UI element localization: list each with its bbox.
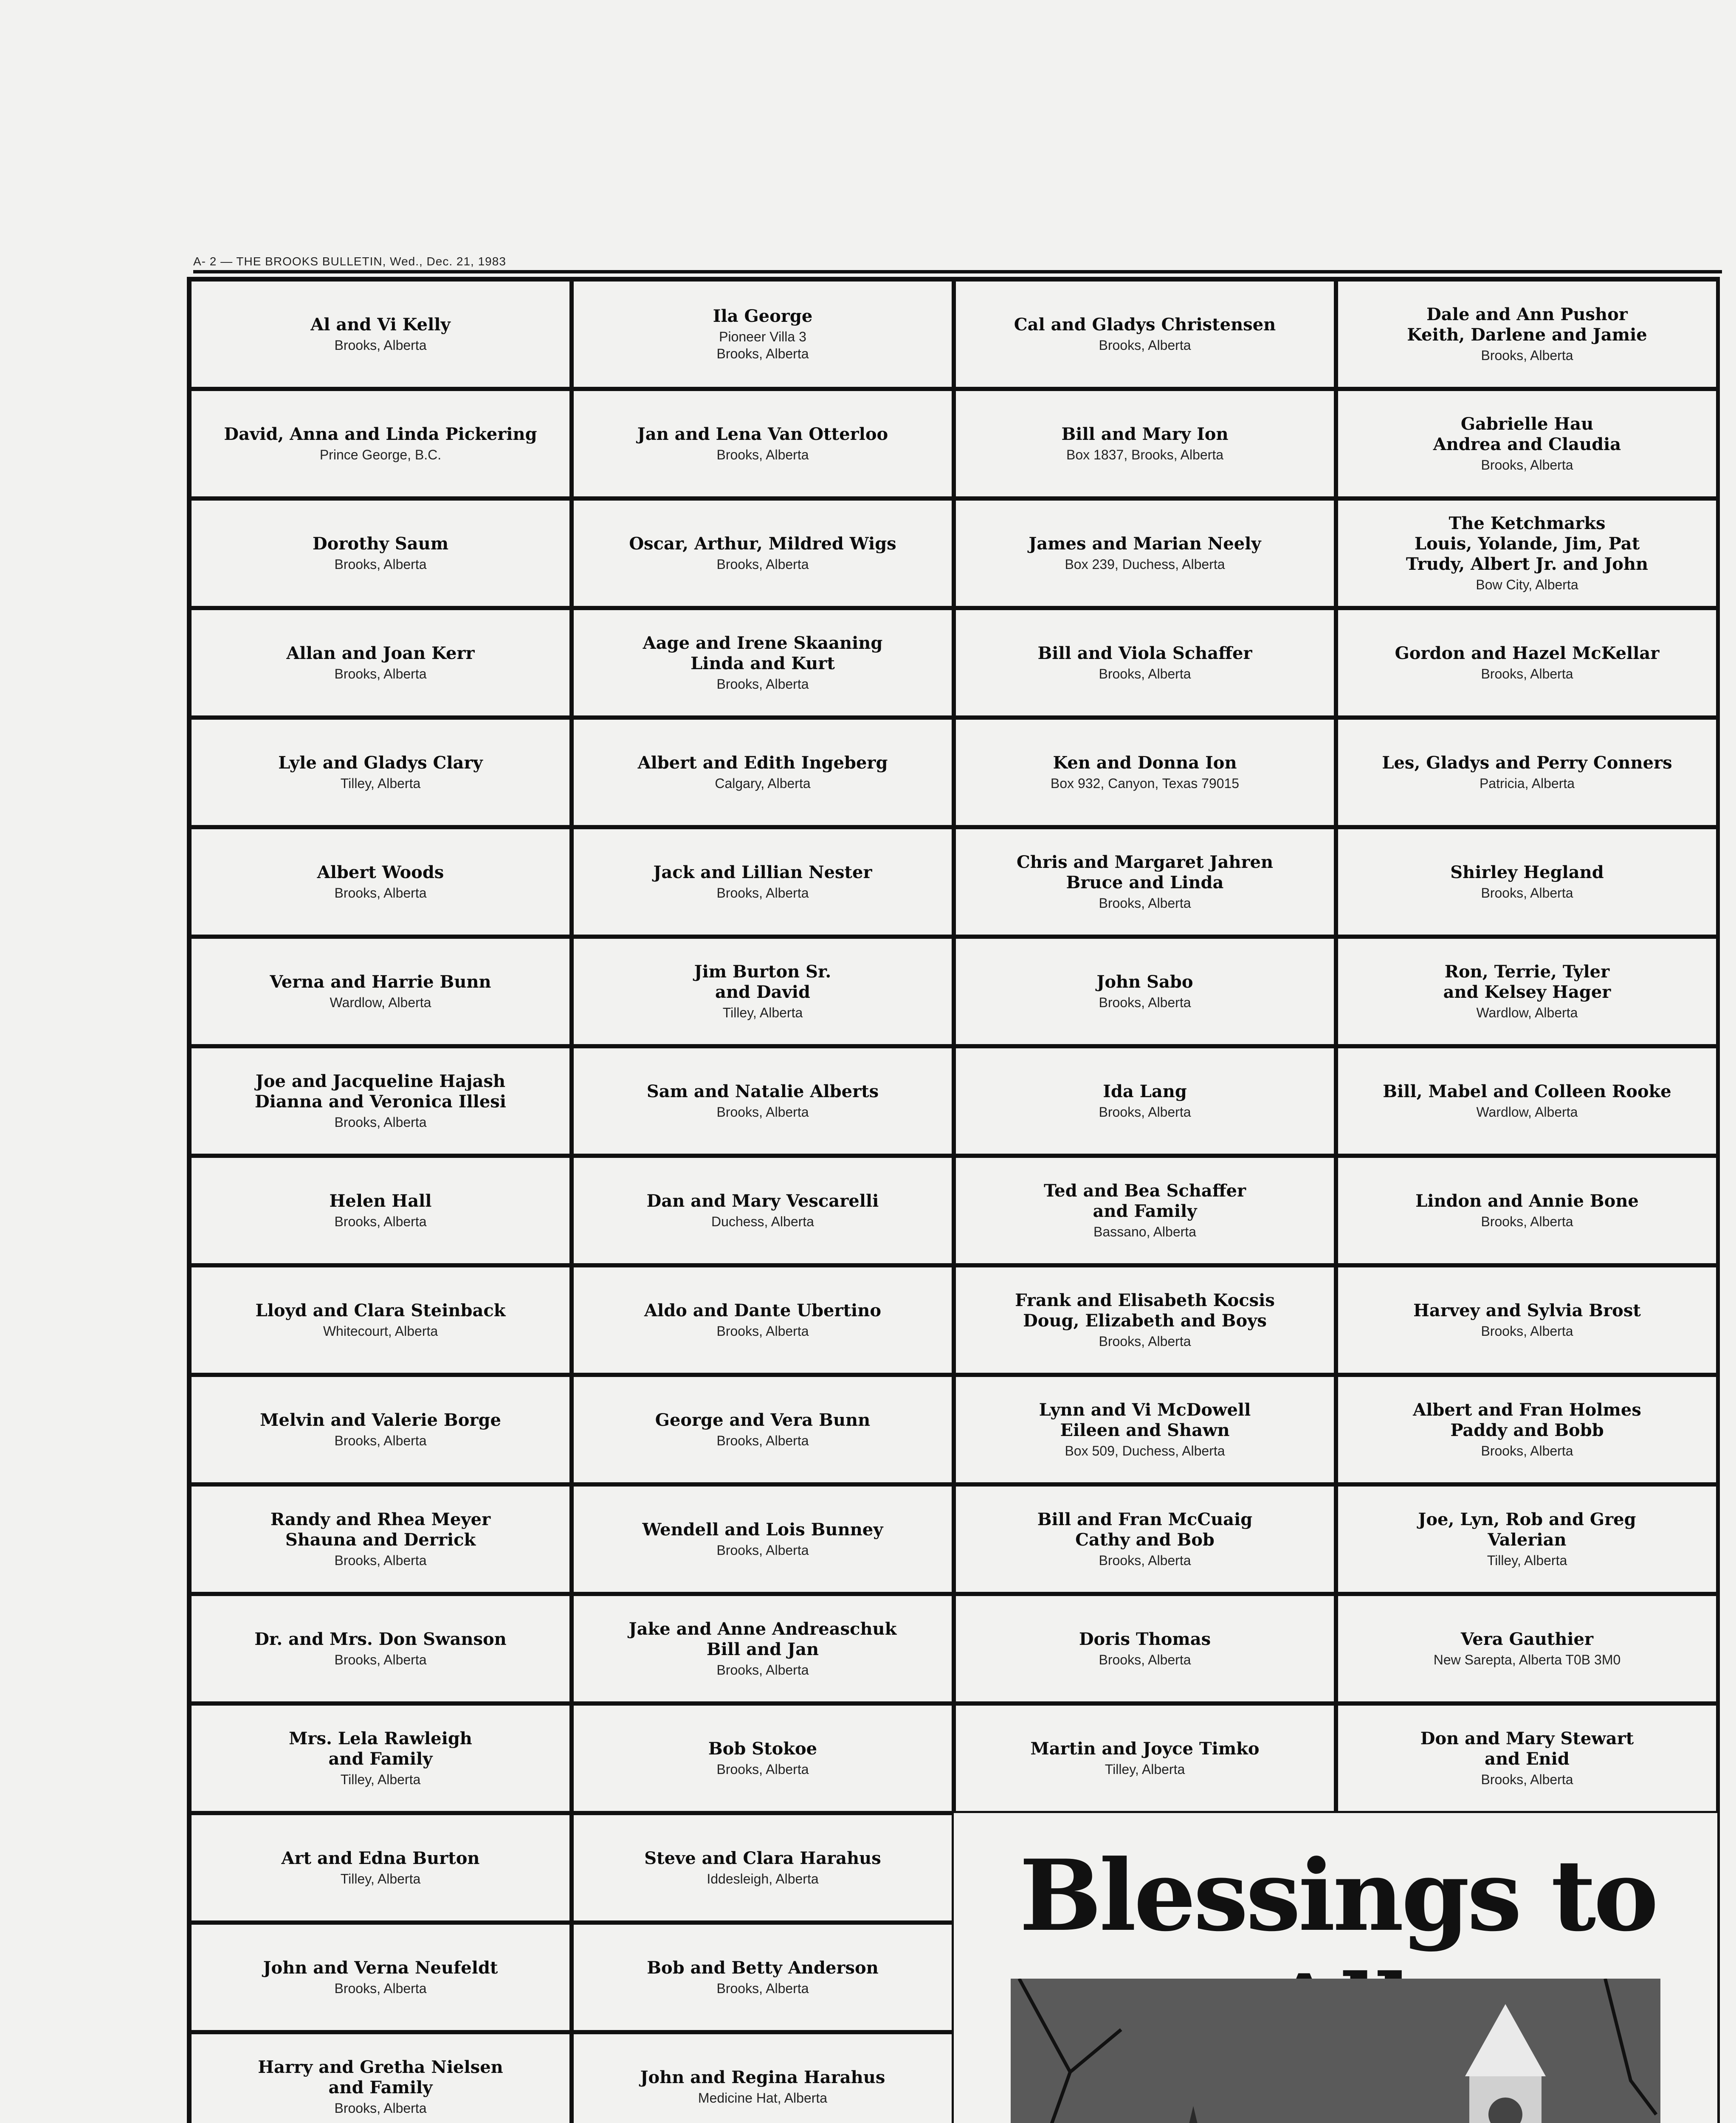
greeting-entry	[1336, 1703, 1718, 1813]
entry-names: Melvin and Valerie Borge	[260, 1410, 501, 1430]
entry-location: Brooks, Alberta	[716, 1104, 809, 1120]
entry-names: Albert and Fran Holmes Paddy and Bobb	[1413, 1400, 1641, 1440]
entry-names: Harry and Gretha Nielsen and Family	[258, 2057, 503, 2098]
entry-names: Dan and Mary Vescarelli	[646, 1191, 879, 1211]
entry-location: Pioneer Villa 3 Brooks, Alberta	[716, 329, 809, 361]
entry-names: George and Vera Bunn	[655, 1410, 871, 1430]
entry-location: Box 932, Canyon, Texas 79015	[1050, 776, 1240, 791]
greeting-entry	[1336, 827, 1718, 937]
entry-location: Tilley, Alberta	[340, 1871, 421, 1886]
greeting-entry	[572, 1046, 954, 1156]
greeting-entry	[572, 1813, 954, 1923]
entry-location: Brooks, Alberta	[1481, 1443, 1573, 1459]
greeting-entry	[189, 1594, 572, 1703]
entry-location: Brooks, Alberta	[334, 2100, 427, 2116]
greeting-entry	[189, 937, 572, 1046]
entry-names: Frank and Elisabeth Kocsis Doug, Elizabeth and Boys	[1015, 1290, 1275, 1331]
greeting-entry	[954, 937, 1336, 1046]
entry-names: Sam and Natalie Alberts	[646, 1081, 879, 1101]
greeting-entry	[1336, 937, 1718, 1046]
greeting-entry	[189, 2032, 572, 2123]
greeting-entry	[1336, 608, 1718, 718]
entry-names: Albert Woods	[317, 862, 444, 882]
entry-location: Brooks, Alberta	[716, 1433, 809, 1448]
greeting-entry	[954, 608, 1336, 718]
greeting-entry	[189, 1046, 572, 1156]
entry-location: Brooks, Alberta	[1481, 666, 1573, 681]
entry-names: Ida Lang	[1103, 1081, 1187, 1101]
greeting-entry	[572, 1594, 954, 1703]
greeting-entry	[1336, 1484, 1718, 1594]
entry-names: Mrs. Lela Rawleigh and Family	[289, 1729, 472, 1769]
greeting-entry	[189, 827, 572, 937]
entry-location: Patricia, Alberta	[1479, 776, 1575, 791]
entry-names: Bill and Viola Schaffer	[1037, 643, 1252, 663]
greeting-entry	[954, 1375, 1336, 1484]
greeting-entry	[572, 827, 954, 937]
greeting-entry	[954, 498, 1336, 608]
greeting-entry	[189, 389, 572, 498]
entry-location: Brooks, Alberta	[716, 1762, 809, 1777]
entry-location: Brooks, Alberta	[716, 557, 809, 572]
greeting-entry	[1336, 1156, 1718, 1265]
entry-names: Shirley Hegland	[1450, 862, 1604, 882]
entry-location: Brooks, Alberta	[334, 885, 427, 901]
greeting-entry	[572, 1703, 954, 1813]
entry-location: Brooks, Alberta	[1481, 1214, 1573, 1229]
greeting-entry	[954, 827, 1336, 937]
entry-location: Tilley, Alberta	[340, 1772, 421, 1787]
entry-location: Brooks, Alberta	[1481, 348, 1573, 363]
greeting-entry	[954, 1156, 1336, 1265]
greeting-entry	[572, 498, 954, 608]
entry-location: Brooks, Alberta	[716, 885, 809, 901]
entry-location: Wardlow, Alberta	[330, 995, 431, 1010]
entry-names: Verna and Harrie Bunn	[270, 972, 491, 992]
entry-location: Tilley, Alberta	[722, 1005, 803, 1020]
greeting-entry	[572, 1923, 954, 2032]
greeting-entry	[954, 1594, 1336, 1703]
entry-location: Brooks, Alberta	[334, 666, 427, 681]
entry-location: Brooks, Alberta	[1481, 1323, 1573, 1339]
entry-location: Brooks, Alberta	[716, 676, 809, 692]
entry-names: Bill and Mary Ion	[1061, 424, 1229, 444]
greeting-entry	[1336, 1265, 1718, 1375]
entry-names: Lynn and Vi McDowell Eileen and Shawn	[1039, 1400, 1251, 1440]
entry-names: David, Anna and Linda Pickering	[224, 424, 537, 444]
entry-names: John and Regina Harahus	[640, 2067, 885, 2087]
entry-location: Brooks, Alberta	[1481, 885, 1573, 901]
entry-location: Brooks, Alberta	[1481, 1772, 1573, 1787]
entry-location: Box 239, Duchess, Alberta	[1065, 557, 1225, 572]
greeting-entry	[189, 1703, 572, 1813]
entry-location: Brooks, Alberta	[1099, 338, 1191, 353]
entry-names: Joe, Lyn, Rob and Greg Valerian	[1418, 1509, 1636, 1550]
entry-location: Brooks, Alberta	[716, 1543, 809, 1558]
greeting-entry	[954, 1703, 1336, 1813]
entry-location: Brooks, Alberta	[716, 447, 809, 462]
entry-names: Cal and Gladys Christensen	[1014, 315, 1276, 335]
entry-location: Tilley, Alberta	[1105, 1762, 1185, 1777]
entry-names: Albert and Edith Ingeberg	[637, 753, 888, 773]
entry-names: Lloyd and Clara Steinback	[255, 1301, 506, 1321]
entry-location: Brooks, Alberta	[1099, 1334, 1191, 1349]
entry-location: Tilley, Alberta	[340, 776, 421, 791]
entry-names: Helen Hall	[329, 1191, 432, 1211]
entry-names: Don and Mary Stewart and Enid	[1420, 1729, 1634, 1769]
entry-location: Brooks, Alberta	[334, 1214, 427, 1229]
entry-location: Brooks, Alberta	[334, 338, 427, 353]
entry-location: Duchess, Alberta	[711, 1214, 814, 1229]
greeting-entry	[954, 279, 1336, 389]
entry-names: Chris and Margaret Jahren Bruce and Linda	[1016, 852, 1274, 893]
entry-location: New Sarepta, Alberta T0B 3M0	[1433, 1652, 1621, 1667]
entry-names: Bill, Mabel and Colleen Rooke	[1383, 1081, 1671, 1101]
entry-names: Dr. and Mrs. Don Swanson	[254, 1629, 507, 1649]
greeting-entry	[954, 389, 1336, 498]
greeting-entry	[954, 1265, 1336, 1375]
entry-names: Aldo and Dante Ubertino	[644, 1301, 882, 1321]
ad-title: Blessings to	[1019, 1839, 1656, 1953]
page-header: A- 2 — THE BROOKS BULLETIN, Wed., Dec. 21, 1983	[193, 255, 1722, 273]
entry-location: Brooks, Alberta	[1099, 1104, 1191, 1120]
entry-names: Bob and Betty Anderson	[647, 1958, 879, 1978]
entry-names: Vera Gauthier	[1460, 1629, 1594, 1649]
entry-location: Tilley, Alberta	[1487, 1553, 1567, 1568]
entry-names: Art and Edna Burton	[281, 1848, 480, 1868]
entry-location: Box 1837, Brooks, Alberta	[1066, 447, 1223, 462]
entry-names: Bill and Fran McCuaig Cathy and Bob	[1037, 1509, 1253, 1550]
greeting-entry	[189, 1265, 572, 1375]
greeting-entry	[572, 279, 954, 389]
entry-names: Dorothy Saum	[312, 534, 449, 554]
greeting-entry	[572, 1265, 954, 1375]
greeting-entry	[1336, 498, 1718, 608]
greeting-entry	[189, 1375, 572, 1484]
entry-names: Ila George	[713, 306, 813, 326]
entry-location: Brooks, Alberta	[334, 1652, 427, 1667]
greeting-entry	[189, 608, 572, 718]
greeting-entry	[189, 1813, 572, 1923]
entry-location: Brooks, Alberta	[1099, 1652, 1191, 1667]
entry-names: Allan and Joan Kerr	[286, 643, 475, 663]
entry-names: Randy and Rhea Meyer Shauna and Derrick	[270, 1509, 491, 1550]
greeting-entry	[954, 1046, 1336, 1156]
entry-location: Brooks, Alberta	[1481, 457, 1573, 473]
greeting-entry	[189, 1484, 572, 1594]
entry-names: Aage and Irene Skaaning Linda and Kurt	[643, 633, 883, 673]
entry-names: Jack and Lillian Nester	[653, 862, 872, 882]
greeting-entry	[1336, 389, 1718, 498]
greeting-entry	[572, 1484, 954, 1594]
entry-location: Whitecourt, Alberta	[323, 1323, 438, 1339]
entry-location: Box 509, Duchess, Alberta	[1065, 1443, 1225, 1459]
greeting-entry	[572, 718, 954, 827]
entry-location: Brooks, Alberta	[1099, 666, 1191, 681]
entry-location: Bassano, Alberta	[1093, 1224, 1196, 1239]
winter-church-scene-icon	[1011, 1979, 1660, 2123]
entry-names: James and Marian Neely	[1029, 534, 1261, 554]
entry-location: Brooks, Alberta	[334, 1115, 427, 1130]
entry-location: Brooks, Alberta	[716, 1323, 809, 1339]
greeting-entry	[572, 608, 954, 718]
entry-location: Brooks, Alberta	[1099, 895, 1191, 911]
entry-location: Calgary, Alberta	[715, 776, 811, 791]
greeting-entry	[954, 1484, 1336, 1594]
greeting-entry	[189, 1156, 572, 1265]
entry-names: Lindon and Annie Bone	[1415, 1191, 1639, 1211]
greeting-entry	[954, 718, 1336, 827]
entry-names: Lyle and Gladys Clary	[278, 753, 483, 773]
entry-names: Ron, Terrie, Tyler and Kelsey Hager	[1443, 962, 1611, 1002]
entry-location: Brooks, Alberta	[334, 557, 427, 572]
entry-names: Steve and Clara Harahus	[644, 1848, 881, 1868]
greeting-entry	[189, 279, 572, 389]
entry-names: Harvey and Sylvia Brost	[1413, 1301, 1641, 1321]
entry-location: Wardlow, Alberta	[1476, 1005, 1578, 1020]
entry-names: Doris Thomas	[1079, 1629, 1211, 1649]
greeting-entry	[189, 1923, 572, 2032]
entry-location: Bow City, Alberta	[1476, 577, 1578, 592]
greeting-entry	[189, 498, 572, 608]
entry-names: Dale and Ann Pushor Keith, Darlene and Jamie	[1407, 304, 1647, 345]
greeting-entry	[572, 1375, 954, 1484]
entry-names: Joe and Jacqueline Hajash Dianna and Veronica Illesi	[254, 1071, 506, 1112]
entry-names: Les, Gladys and Perry Conners	[1382, 753, 1672, 773]
greeting-entry	[572, 937, 954, 1046]
entry-names: Gabrielle Hau Andrea and Claudia	[1433, 414, 1621, 454]
greeting-entry	[1336, 279, 1718, 389]
entry-names: Jake and Anne Andreaschuk Bill and Jan	[628, 1619, 897, 1659]
entry-names: Martin and Joyce Timko	[1030, 1739, 1260, 1759]
entry-names: John and Verna Neufeldt	[263, 1958, 498, 1978]
entry-names: Bob Stokoe	[708, 1739, 817, 1759]
greeting-entry	[1336, 1594, 1718, 1703]
greeting-entry	[1336, 718, 1718, 827]
entry-location: Iddesleigh, Alberta	[707, 1871, 819, 1886]
greeting-entry	[572, 1156, 954, 1265]
entry-names: Al and Vi Kelly	[310, 315, 451, 335]
entry-location: Wardlow, Alberta	[1476, 1104, 1578, 1120]
entry-location: Prince George, B.C.	[319, 447, 442, 462]
entry-names: Ken and Donna Ion	[1053, 753, 1237, 773]
greeting-entry	[572, 2032, 954, 2123]
entry-location: Medicine Hat, Alberta	[698, 2090, 828, 2106]
entry-location: Brooks, Alberta	[334, 1553, 427, 1568]
entry-names: The Ketchmarks Louis, Yolande, Jim, Pat Trudy, Albert Jr. and John	[1406, 513, 1649, 574]
entry-names: John Sabo	[1096, 972, 1193, 992]
greeting-entry	[572, 389, 954, 498]
entry-location: Brooks, Alberta	[1099, 995, 1191, 1010]
entry-names: Gordon and Hazel McKellar	[1395, 643, 1660, 663]
entry-location: Brooks, Alberta	[334, 1433, 427, 1448]
entry-location: Brooks, Alberta	[716, 1981, 809, 1996]
entry-names: Ted and Bea Schaffer and Family	[1043, 1181, 1246, 1221]
greeting-entry	[1336, 1375, 1718, 1484]
blessings-ad	[955, 1813, 1720, 2123]
entry-location: Brooks, Alberta	[334, 1981, 427, 1996]
entry-names: Jan and Lena Van Otterloo	[637, 424, 888, 444]
entry-location: Brooks, Alberta	[1099, 1553, 1191, 1568]
entry-names: Jim Burton Sr. and David	[694, 962, 831, 1002]
greeting-entry	[189, 718, 572, 827]
entry-names: Oscar, Arthur, Mildred Wigs	[629, 534, 896, 554]
greeting-entry	[1336, 1046, 1718, 1156]
entry-location: Brooks, Alberta	[716, 1662, 809, 1678]
entry-names: Wendell and Lois Bunney	[642, 1520, 883, 1540]
